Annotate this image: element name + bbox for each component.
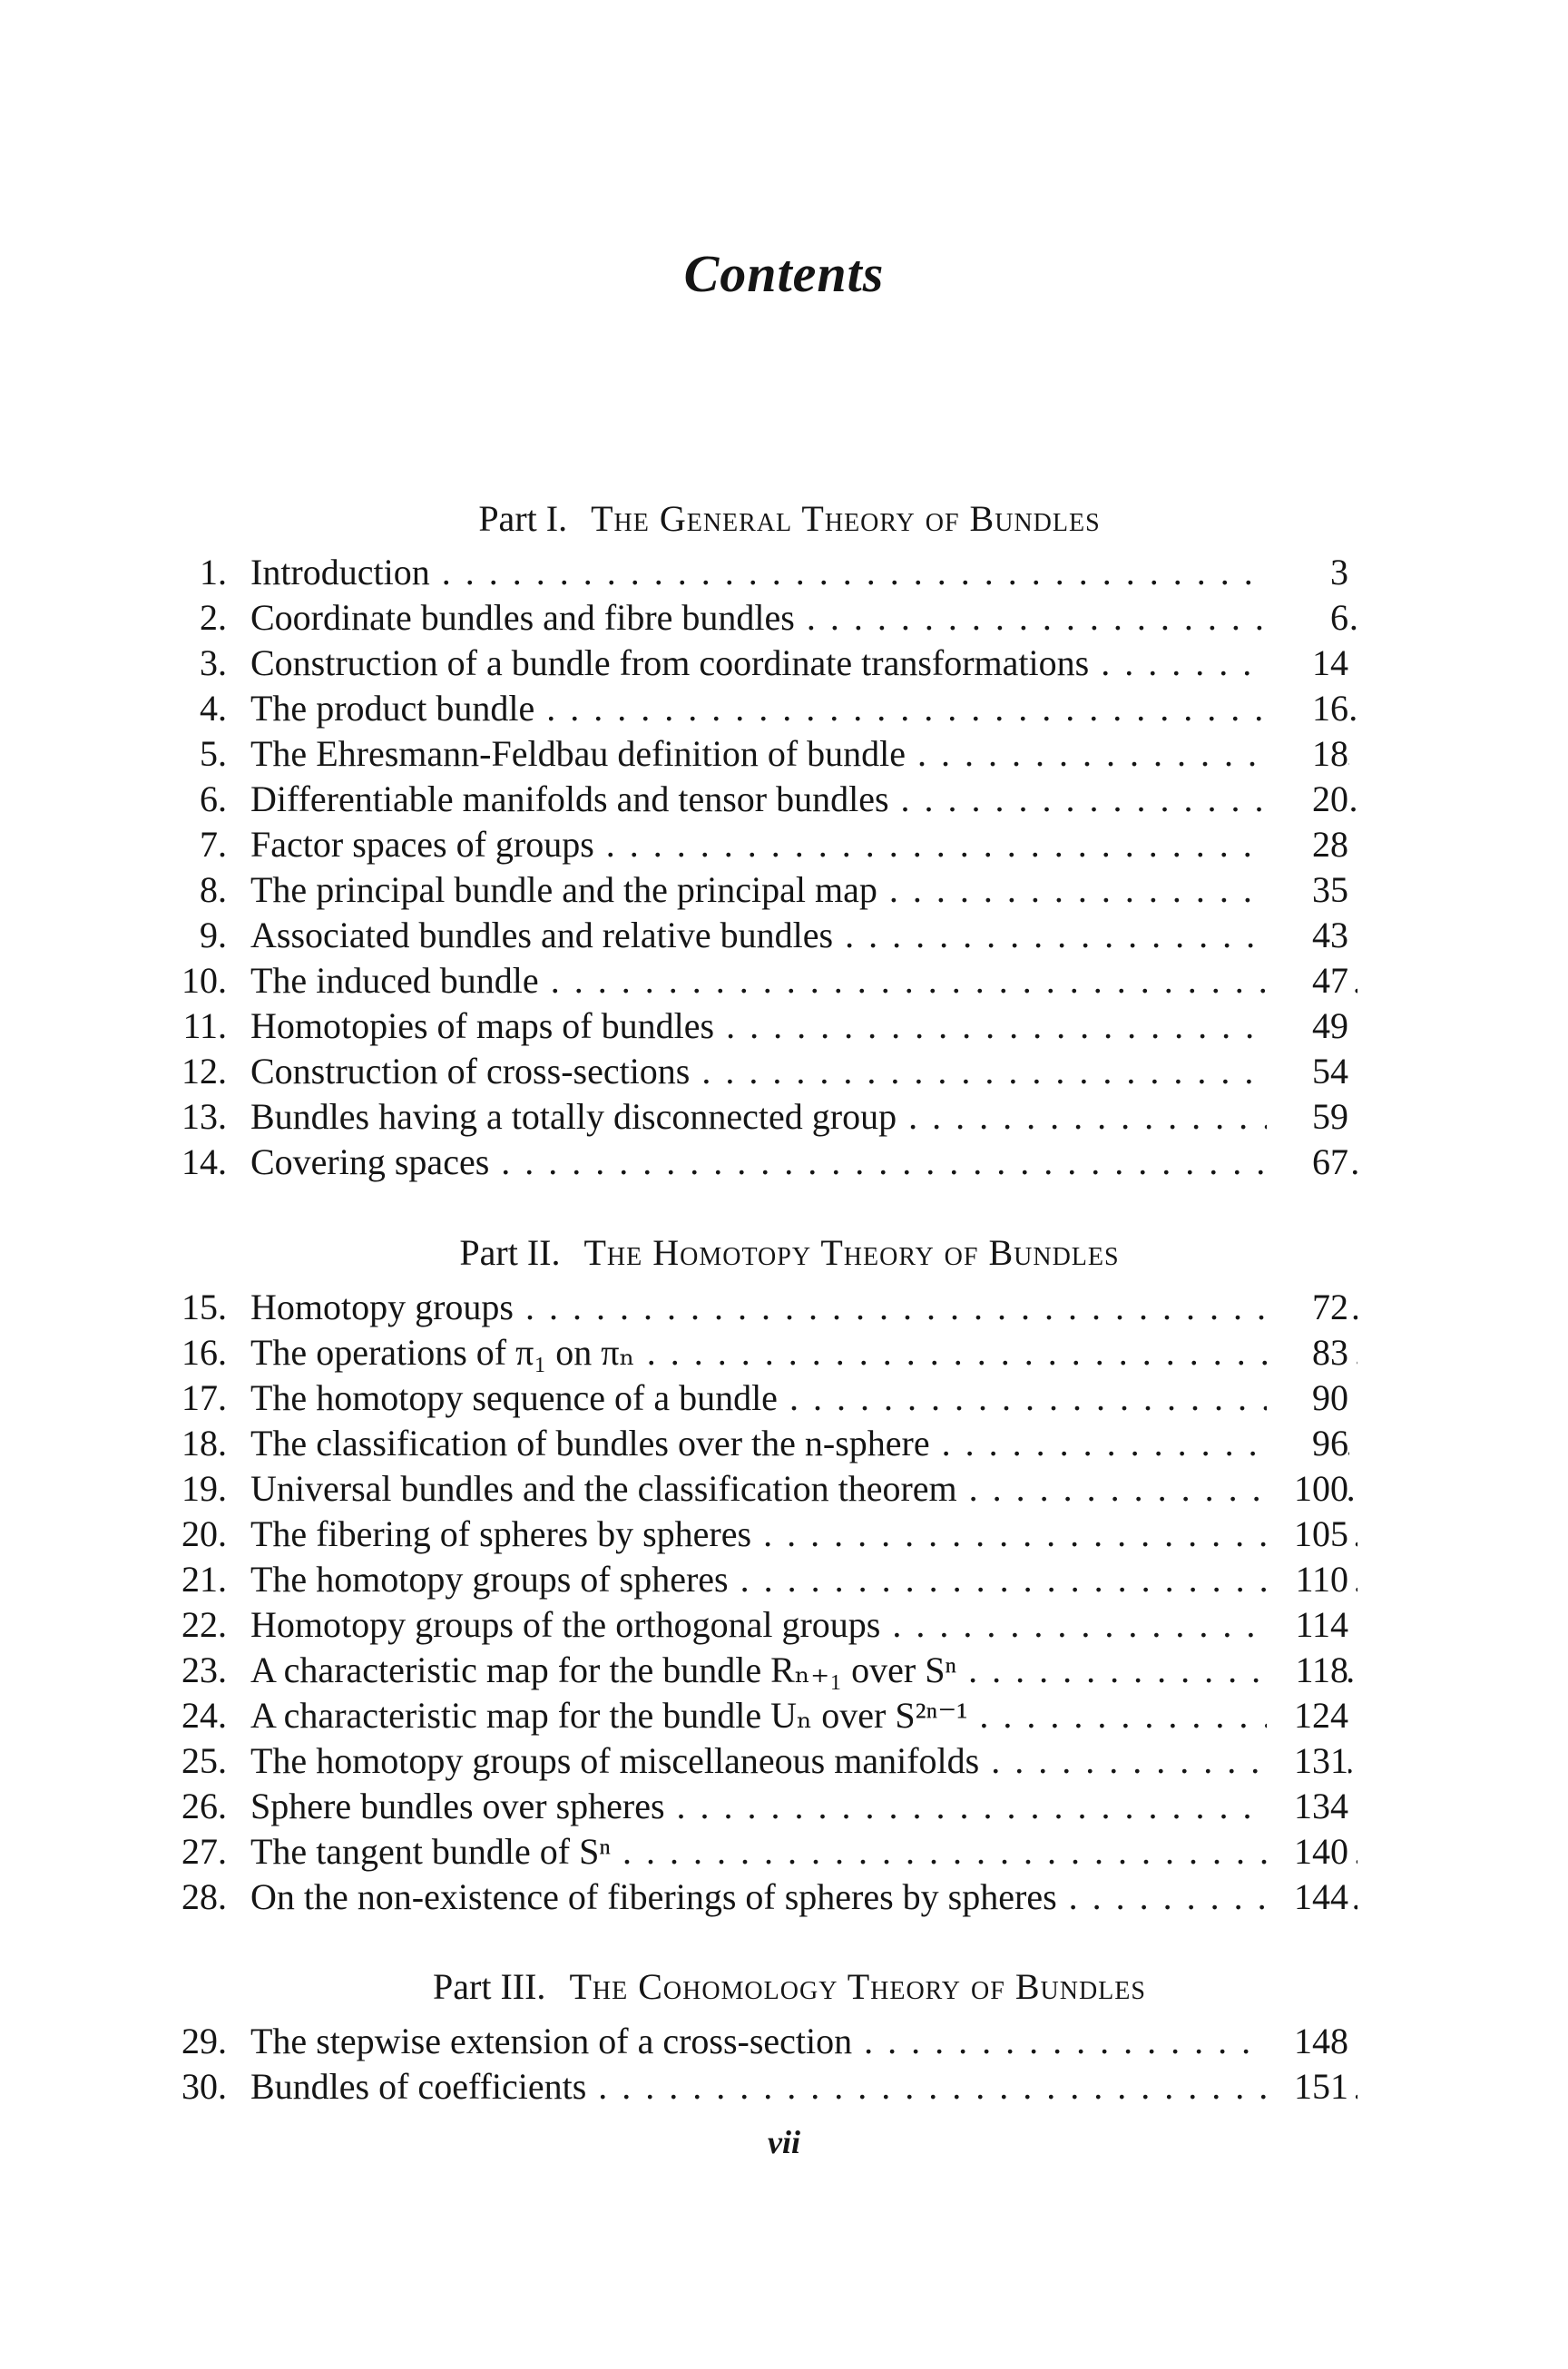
toc-entry[interactable] [0, 1140, 1568, 1185]
entry-page: 16 [1267, 686, 1348, 731]
part-title: The Cohomology Theory of Bundles [569, 1966, 1146, 2007]
entry-number: 20. [181, 1513, 227, 1554]
toc-entry[interactable] [0, 1648, 1568, 1693]
entry-title: The tangent bundle of Sⁿ . . [250, 1829, 1357, 1875]
entry-page: 67 [1267, 1140, 1348, 1185]
entry-title: Factor spaces of groups . . [250, 822, 1357, 867]
toc-entry[interactable] [0, 958, 1568, 1003]
toc-entry[interactable] [0, 1512, 1568, 1557]
entry-number: 14. [181, 1141, 227, 1182]
toc-entry[interactable] [0, 1003, 1568, 1049]
entry-title: Bundles of coefficients . . [250, 2064, 1357, 2110]
toc-entry[interactable] [0, 1094, 1568, 1140]
entry-number: 15. [181, 1287, 227, 1327]
entry-title: Sphere bundles over spheres . . [250, 1784, 1357, 1829]
toc-entry[interactable] [0, 1602, 1568, 1648]
entry-page: 54 [1267, 1049, 1348, 1094]
entry-page: 83 [1267, 1330, 1348, 1375]
entry-page: 118 [1267, 1648, 1348, 1693]
entry-number: 29. [181, 2021, 227, 2061]
entry-page: 100 [1267, 1466, 1348, 1512]
entry-title: The fibering of spheres by spheres . . [250, 1512, 1357, 1557]
entry-page: 144 [1267, 1875, 1348, 1920]
entry-title: The Ehresmann-Feldbau definition of bundle . . [250, 731, 1357, 777]
entry-title: Covering spaces . . [250, 1140, 1357, 1185]
toc-entry[interactable] [0, 1375, 1568, 1421]
entry-number: 23. [181, 1649, 227, 1690]
entry-number: 25. [181, 1740, 227, 1781]
entry-number: 21. [181, 1559, 227, 1600]
entry-page: 20 [1267, 777, 1348, 822]
toc-entry[interactable] [0, 731, 1568, 777]
entry-title: The induced bundle . . [250, 958, 1357, 1003]
entry-title: Coordinate bundles and fibre bundles . . [250, 595, 1357, 641]
part-heading-2 [227, 1231, 1352, 1274]
entry-title: Universal bundles and the classification theorem . . [250, 1466, 1357, 1512]
entry-number: 26. [181, 1786, 227, 1826]
entry-title: The homotopy groups of miscellaneous manifolds . . [250, 1738, 1357, 1784]
entry-number: 2. [200, 597, 227, 638]
entry-page: 134 [1267, 1784, 1348, 1829]
entry-number: 11. [182, 1005, 227, 1046]
entry-page: 131 [1267, 1738, 1348, 1784]
entry-page: 59 [1267, 1094, 1348, 1140]
part-title: The General Theory of Bundles [591, 498, 1101, 539]
toc-entry[interactable] [0, 867, 1568, 913]
entry-title: The operations of π₁ on πₙ . . [250, 1330, 1357, 1375]
entry-page: 124 [1267, 1693, 1348, 1738]
entry-number: 30. [181, 2066, 227, 2107]
entry-page: 96 [1267, 1421, 1348, 1466]
entry-page: 14 [1267, 641, 1348, 686]
entry-page: 72 [1267, 1285, 1348, 1330]
entry-number: 27. [181, 1831, 227, 1872]
entry-page: 47 [1267, 958, 1348, 1003]
toc-entry[interactable] [0, 822, 1568, 867]
toc-entry[interactable] [0, 777, 1568, 822]
page-title: Contents [683, 244, 885, 303]
entry-title: The homotopy sequence of a bundle . . [250, 1375, 1357, 1421]
entry-page: 3 [1267, 550, 1348, 595]
entry-page: 43 [1267, 913, 1348, 958]
toc-entry[interactable] [0, 1875, 1568, 1920]
entry-number: 12. [181, 1051, 227, 1092]
toc-entry[interactable] [0, 2019, 1568, 2064]
toc-entry[interactable] [0, 1049, 1568, 1094]
entry-title: The principal bundle and the principal map . . [250, 867, 1357, 913]
entry-page: 114 [1267, 1602, 1348, 1648]
entry-page: 6 [1267, 595, 1348, 641]
entry-title: Introduction . . [250, 550, 1357, 595]
entry-page: 90 [1267, 1375, 1348, 1421]
entry-number: 5. [200, 733, 227, 774]
entry-number: 28. [181, 1876, 227, 1917]
entry-title: The classification of bundles over the n-sphere . . [250, 1421, 1357, 1466]
entry-number: 3. [200, 642, 227, 683]
part-label: Part III. [433, 1966, 546, 2007]
entry-title: The stepwise extension of a cross-section . . [250, 2019, 1357, 2064]
entry-title: Associated bundles and relative bundles . . [250, 913, 1357, 958]
toc-entry[interactable] [0, 1738, 1568, 1784]
entry-number: 6. [200, 778, 227, 819]
entry-page: 28 [1267, 822, 1348, 867]
entry-title: Bundles having a totally disconnected group . . [250, 1094, 1357, 1140]
toc-entry[interactable] [0, 2064, 1568, 2110]
toc-entry[interactable] [0, 1285, 1568, 1330]
entry-number: 18. [181, 1423, 227, 1463]
toc-entry[interactable] [0, 1330, 1568, 1375]
toc-entry[interactable] [0, 1784, 1568, 1829]
entry-page: 148 [1267, 2019, 1348, 2064]
entry-page: 105 [1267, 1512, 1348, 1557]
toc-entry[interactable] [0, 1829, 1568, 1875]
entry-number: 10. [181, 960, 227, 1001]
page-folio: vii [768, 2124, 800, 2160]
entry-title: Construction of cross-sections . . [250, 1049, 1357, 1094]
part-label: Part I. [478, 498, 568, 539]
entry-title: The product bundle . . [250, 686, 1357, 731]
toc-entry[interactable] [0, 1421, 1568, 1466]
part-title: The Homotopy Theory of Bundles [583, 1232, 1120, 1273]
entry-title: Homotopy groups of the orthogonal groups . . [250, 1602, 1357, 1648]
part-heading-1 [227, 497, 1352, 540]
entry-page: 18 [1267, 731, 1348, 777]
toc-entry[interactable] [0, 913, 1568, 958]
entry-number: 13. [181, 1096, 227, 1137]
entry-number: 9. [200, 915, 227, 955]
part-heading-3 [227, 1965, 1352, 2008]
entry-title: On the non-existence of fiberings of spheres by spheres . . [250, 1875, 1357, 1920]
entry-page: 35 [1267, 867, 1348, 913]
entry-number: 24. [181, 1695, 227, 1736]
toc-entry[interactable] [0, 686, 1568, 731]
toc-entry[interactable] [0, 1557, 1568, 1602]
toc-entry[interactable] [0, 595, 1568, 641]
entry-title: A characteristic map for the bundle Rₙ₊₁ over Sⁿ . . [250, 1648, 1357, 1693]
entry-title: Differentiable manifolds and tensor bundles . . [250, 777, 1357, 822]
entry-number: 16. [181, 1332, 227, 1373]
entry-number: 1. [200, 552, 227, 592]
entry-page: 110 [1267, 1557, 1348, 1602]
entry-title: Homotopy groups . . [250, 1285, 1357, 1330]
entry-page: 49 [1267, 1003, 1348, 1049]
entry-title: The homotopy groups of spheres . . [250, 1557, 1357, 1602]
entry-number: 22. [181, 1604, 227, 1645]
entry-number: 19. [181, 1468, 227, 1509]
entry-title: A characteristic map for the bundle Uₙ over S²ⁿ⁻¹ . . [250, 1693, 1357, 1738]
entry-page: 140 [1267, 1829, 1348, 1875]
part-label: Part II. [459, 1232, 561, 1273]
entry-title: Construction of a bundle from coordinate transformations . . [250, 641, 1357, 686]
toc-entry[interactable] [0, 1693, 1568, 1738]
entry-number: 4. [200, 688, 227, 729]
toc-entry[interactable] [0, 641, 1568, 686]
entry-title: Homotopies of maps of bundles . . [250, 1003, 1357, 1049]
entry-number: 17. [181, 1377, 227, 1418]
toc-entry[interactable] [0, 550, 1568, 595]
entry-number: 7. [200, 824, 227, 865]
entry-number: 8. [200, 869, 227, 910]
entry-page: 151 [1267, 2064, 1348, 2110]
toc-entry[interactable] [0, 1466, 1568, 1512]
